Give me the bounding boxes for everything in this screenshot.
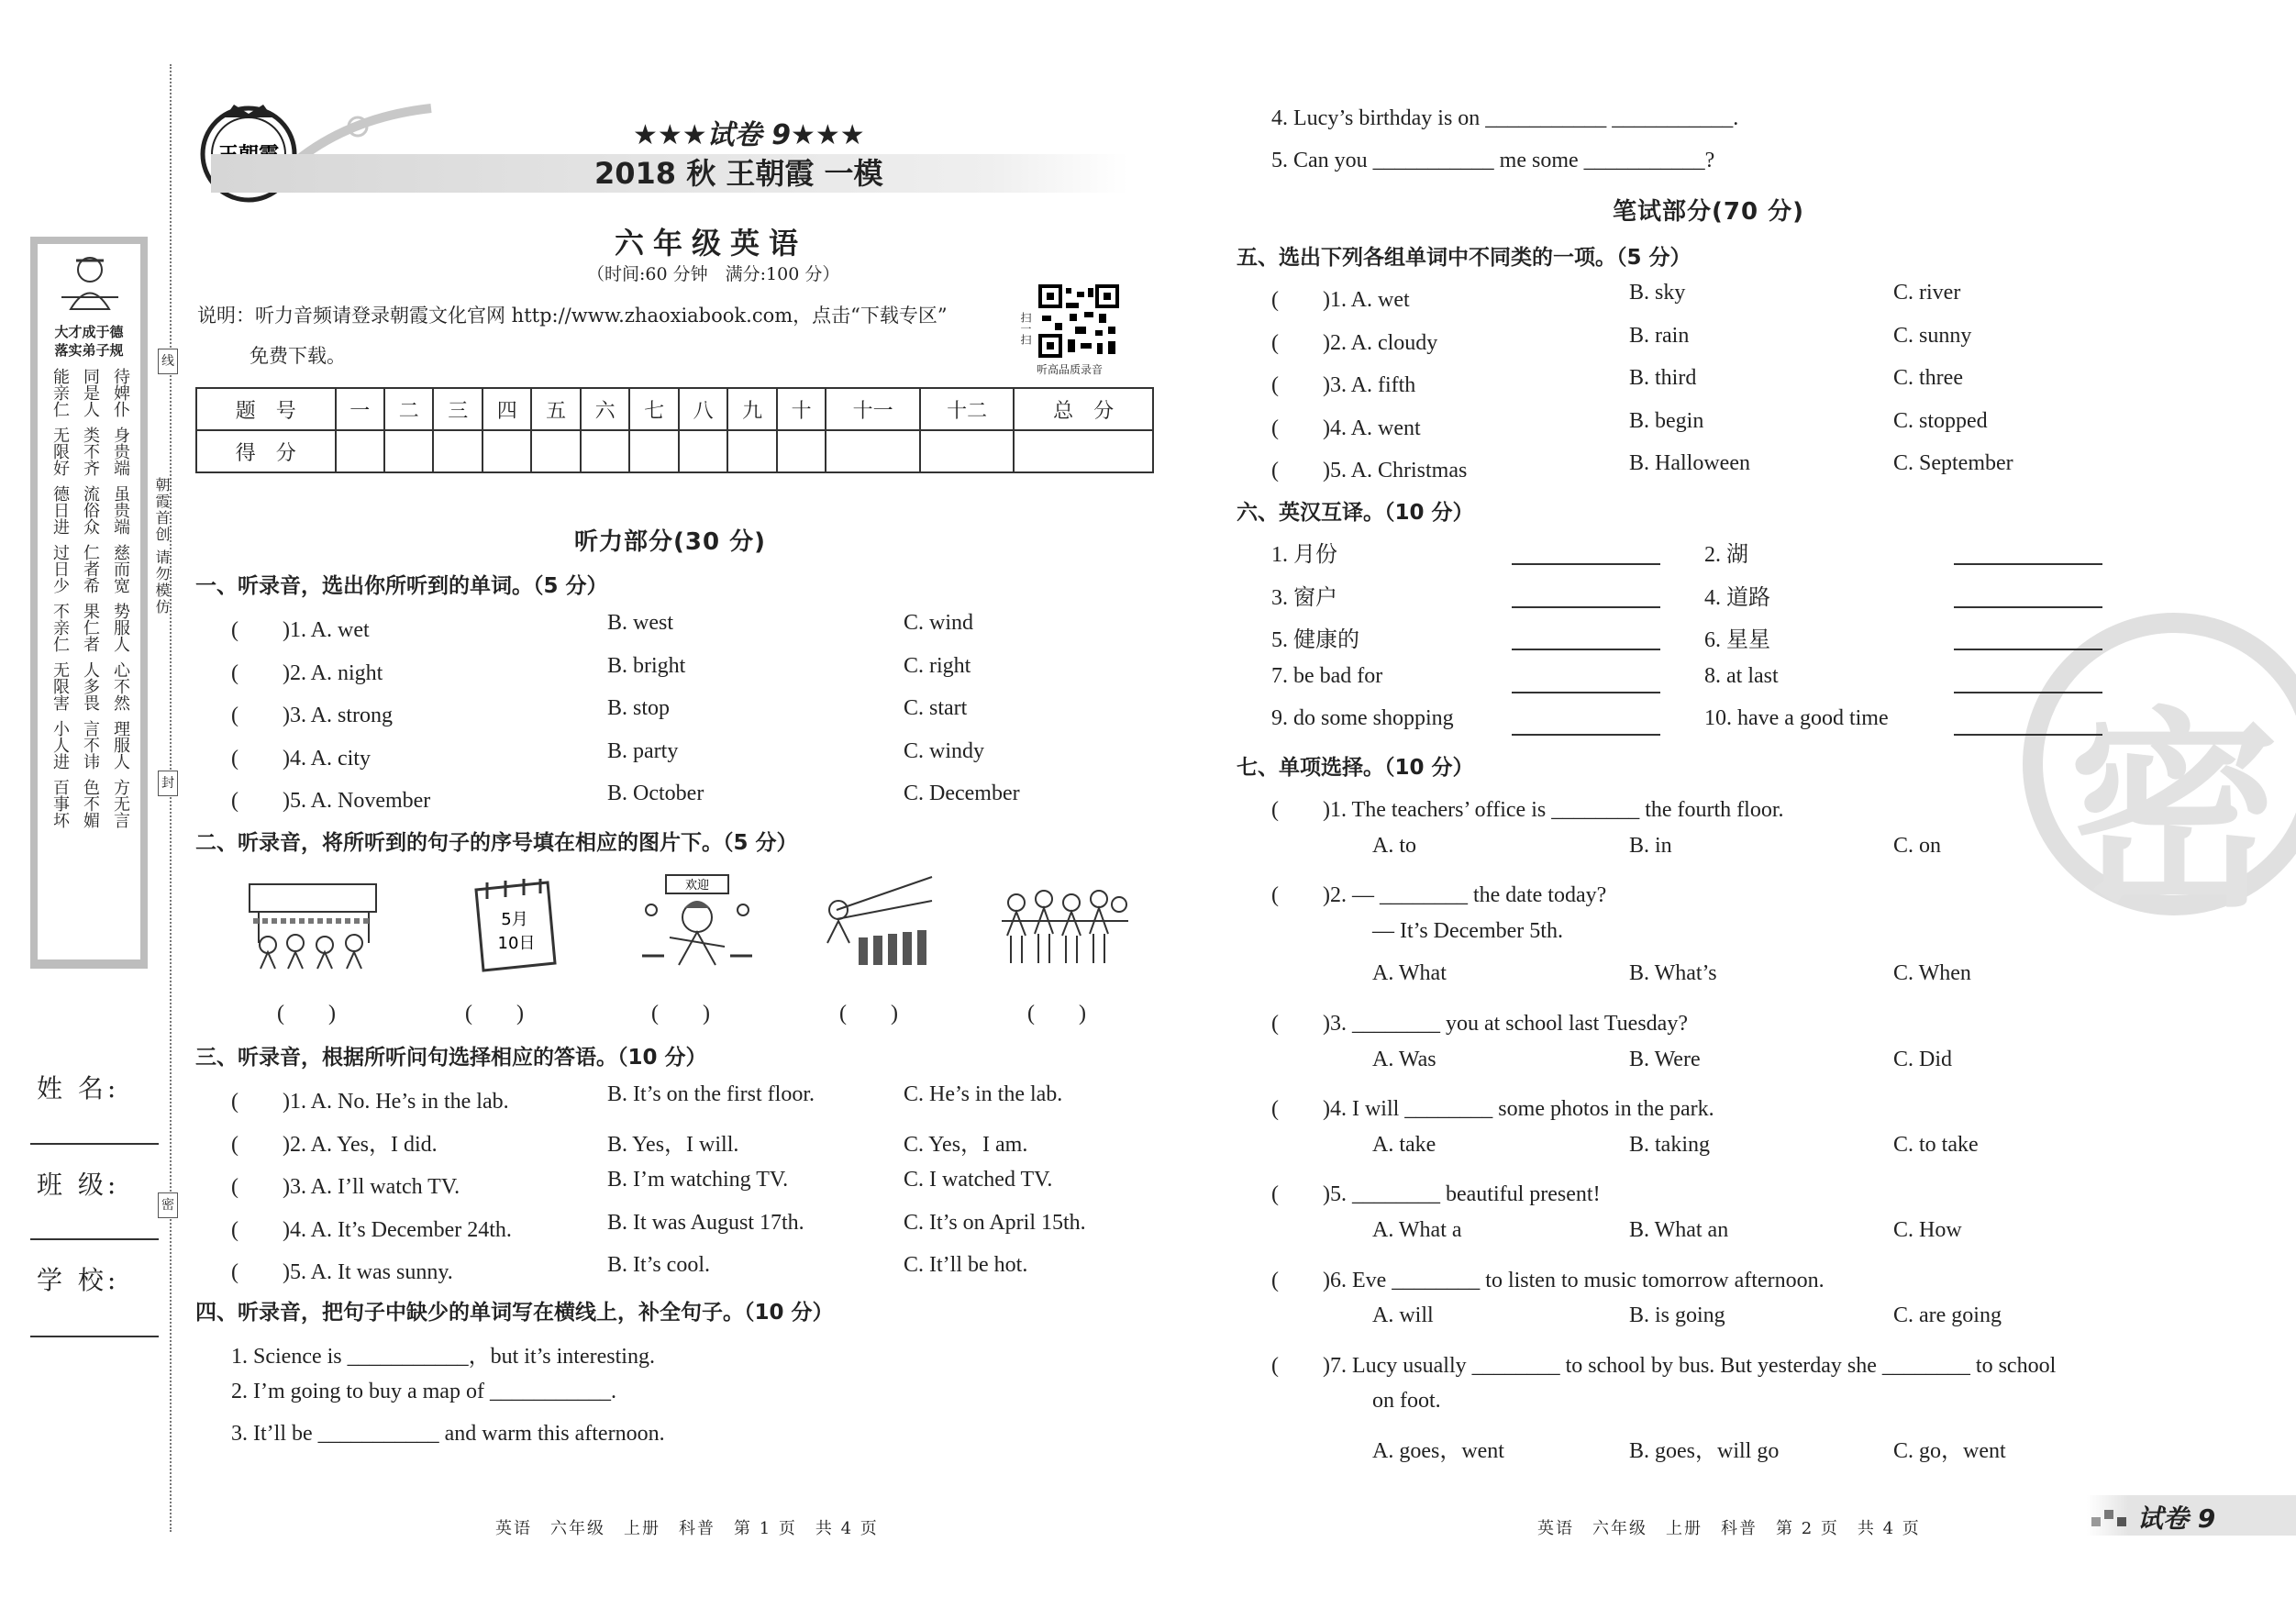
option-item[interactable]: C. He’s in the lab.	[904, 1082, 1063, 1106]
section-5-title: 五、选出下列各组单词中不同类的一项。（5 分）	[1237, 246, 1691, 270]
score-input-cell[interactable]	[679, 430, 727, 472]
option-item[interactable]: C. stopped	[1893, 408, 1988, 433]
question-item[interactable]: ( )1. A. wet	[1271, 288, 1410, 312]
option-item[interactable]: C. December	[904, 782, 1020, 806]
translate-prompt: 2. 湖	[1704, 543, 1748, 567]
margin-verses	[47, 368, 131, 837]
choice-question[interactable]: ( )2. — ________ the date today?	[1271, 883, 1607, 908]
score-header-cell: 十	[777, 388, 826, 430]
score-value-row	[196, 430, 1153, 472]
banner-text: 欢迎	[684, 879, 710, 893]
school-label: 学 校:	[37, 1265, 120, 1295]
score-table	[195, 387, 1154, 473]
verse-column: 百事坏	[50, 779, 70, 828]
picture-answer-bracket[interactable]: ( )	[465, 1002, 524, 1026]
seal-box-line: 线	[158, 349, 178, 374]
score-input-cell[interactable]	[1014, 430, 1153, 472]
question-item[interactable]: ( )1. A. wet	[231, 618, 370, 642]
option-item[interactable]: C. It’ll be hot.	[904, 1253, 1028, 1278]
option-item[interactable]: B. bright	[607, 653, 686, 678]
question-item[interactable]: ( )5. A. November	[231, 789, 431, 814]
translate-answer-line[interactable]	[1512, 649, 1660, 650]
score-header-cell: 总 分	[1014, 388, 1153, 430]
choice-option[interactable]: A. take	[1372, 1132, 1436, 1157]
picture-classroom-report	[818, 873, 937, 974]
verse-column: 不亲仁	[50, 603, 70, 652]
verse-column: 小人进	[50, 720, 70, 770]
score-input-cell[interactable]	[777, 430, 826, 472]
picture-children-playing	[998, 881, 1132, 974]
choice-option[interactable]: A. to	[1372, 833, 1416, 858]
verse-group	[47, 544, 131, 593]
margin-motto-panel	[30, 237, 148, 969]
translate-answer-line[interactable]	[1512, 692, 1660, 693]
option-item[interactable]: B. It was August 17th.	[607, 1210, 804, 1235]
choice-question-cont: — It’s December 5th.	[1372, 918, 1563, 943]
picture-answer-bracket[interactable]: ( )	[1027, 1002, 1086, 1026]
picture-calendar	[463, 879, 562, 972]
verse-column: 德日进	[50, 485, 70, 535]
option-item[interactable]: B. October	[607, 782, 704, 806]
choice-option[interactable]: A. What	[1372, 961, 1447, 986]
verse-column: 类不齐	[81, 427, 100, 476]
verse-group	[47, 427, 131, 476]
score-header-cell: 三	[433, 388, 482, 430]
question-item[interactable]: ( )4. A. city	[231, 746, 371, 771]
verse-column: 过日少	[50, 544, 70, 593]
score-header-cell: 五	[531, 388, 580, 430]
written-title: 笔试部分(70 分)	[1613, 198, 1804, 226]
score-header-cell: 十一	[826, 388, 920, 430]
section-3-title: 三、听录音，根据所听问句选择相应的答语。（10 分）	[195, 1046, 707, 1070]
verse-column: 仁者希	[81, 544, 100, 593]
choice-option[interactable]: B. in	[1629, 833, 1672, 858]
translate-answer-line[interactable]	[1954, 734, 2102, 736]
badge-squares-icon	[2091, 1504, 2137, 1532]
choice-option[interactable]: A. will	[1372, 1303, 1434, 1328]
translate-answer-line[interactable]	[1954, 563, 2102, 565]
fill-in-sentence[interactable]: 4. Lucy’s birthday is on ___________ ___________.	[1271, 106, 1739, 130]
verse-group	[47, 720, 131, 770]
score-input-cell[interactable]	[482, 430, 531, 472]
score-input-cell[interactable]	[433, 430, 482, 472]
qr-scan-hint: 扫一扫	[1019, 312, 1032, 345]
choice-option[interactable]: B. What’s	[1629, 961, 1717, 986]
score-input-cell[interactable]	[384, 430, 433, 472]
translate-prompt: 8. at last	[1704, 663, 1779, 688]
section-7-title: 七、单项选择。（10 分）	[1237, 756, 1474, 780]
option-item[interactable]: C. wind	[904, 611, 974, 635]
footer-page-2: 英语 六年级 上册 科普 第 2 页 共 4 页	[1537, 1519, 1921, 1538]
verse-column: 无限好	[50, 427, 70, 476]
choice-question[interactable]: ( )6. Eve ________ to listen to music tomorrow afternoon.	[1271, 1268, 1825, 1292]
translate-prompt: 9. do some shopping	[1271, 706, 1454, 731]
verse-column: 能亲仁	[50, 368, 70, 417]
translate-answer-line[interactable]	[1512, 734, 1660, 736]
fill-in-sentence[interactable]: 5. Can you ___________ me some ___________?	[1271, 149, 1715, 172]
picture-answer-bracket[interactable]: ( )	[651, 1002, 710, 1026]
score-header-cell: 十二	[920, 388, 1015, 430]
motto-line-2: 落实弟子规	[54, 342, 124, 359]
question-item[interactable]: ( )5. A. It was sunny.	[231, 1260, 453, 1285]
option-item[interactable]: C. three	[1893, 366, 1963, 391]
verse-column: 果仁者	[81, 603, 100, 652]
question-item[interactable]: ( )5. A. Christmas	[1271, 459, 1468, 483]
score-header-cell: 七	[629, 388, 678, 430]
qr-code-icon[interactable]	[1038, 284, 1119, 358]
verse-column: 言不讳	[81, 720, 100, 770]
verse-group	[47, 661, 131, 711]
option-item[interactable]: C. right	[904, 653, 971, 678]
score-header-cell: 二	[384, 388, 433, 430]
question-item[interactable]: ( )3. A. strong	[231, 704, 393, 728]
choice-option[interactable]: B. goes，will go	[1629, 1439, 1780, 1463]
choice-option[interactable]: C. How	[1893, 1218, 1962, 1242]
choice-option[interactable]: B. taking	[1629, 1132, 1710, 1157]
subject-title: 六年级英语	[615, 226, 808, 261]
section-6-title: 六、英汉互译。（10 分）	[1237, 501, 1474, 525]
translate-prompt: 6. 星星	[1704, 628, 1770, 653]
choice-question[interactable]: ( )5. ________ beautiful present!	[1271, 1182, 1601, 1207]
picture-sports-meeting	[240, 879, 385, 972]
class-field[interactable]	[30, 1238, 159, 1240]
score-header-cell: 八	[679, 388, 727, 430]
verse-column: 心不然	[111, 661, 130, 711]
choice-question[interactable]: ( )3. ________ you at school last Tuesday?	[1271, 1012, 1688, 1036]
verse-column: 无限害	[50, 661, 70, 711]
choice-question[interactable]: ( )7. Lucy usually ________ to school by bus. But yesterday she ________ to school	[1271, 1353, 2057, 1378]
calendar-day: 10日	[497, 934, 536, 953]
choice-option[interactable]: C. When	[1893, 961, 1971, 986]
translate-prompt: 10. have a good time	[1704, 706, 1889, 731]
question-item[interactable]: ( )4. A. It’s December 24th.	[231, 1217, 512, 1242]
cut-line	[170, 64, 172, 1532]
verse-column: 色不媚	[81, 779, 100, 828]
section-2-title: 二、听录音，将所听到的句子的序号填在相应的图片下。（5 分）	[195, 831, 798, 855]
verse-group	[47, 368, 131, 417]
audio-note-cont: 免费下载。	[250, 345, 346, 367]
option-item[interactable]: B. party	[607, 738, 679, 763]
verse-column: 身贵端	[111, 427, 130, 476]
question-item[interactable]: ( )3. A. fifth	[1271, 373, 1416, 398]
score-input-cell[interactable]	[336, 430, 384, 472]
question-item[interactable]: ( )2. A. Yes，I did.	[231, 1132, 438, 1157]
audio-note: 说明：听力音频请登录朝霞文化官网 http://www.zhaoxiabook.com，点击“下载专区”	[197, 305, 948, 327]
verse-group	[47, 485, 131, 535]
choice-option[interactable]: A. goes，went	[1372, 1439, 1504, 1463]
verse-column: 势服人	[111, 603, 130, 652]
picture-answer-bracket[interactable]: ( )	[277, 1002, 336, 1026]
score-header-cell: 九	[727, 388, 776, 430]
badge-paper-number: 试卷 9	[2137, 1503, 2216, 1534]
option-item[interactable]: B. third	[1629, 366, 1697, 391]
verse-column: 同是人	[81, 368, 100, 417]
verse-column: 虽贵端	[111, 485, 130, 535]
question-item[interactable]: ( )3. A. I’ll watch TV.	[231, 1175, 460, 1200]
verse-column: 人多畏	[81, 661, 100, 711]
score-input-cell[interactable]	[581, 430, 629, 472]
option-item[interactable]: B. Halloween	[1629, 451, 1750, 476]
name-label: 姓 名:	[37, 1073, 120, 1103]
option-item[interactable]: C. Yes，I am.	[904, 1132, 1028, 1157]
fill-in-sentence[interactable]: 2. I’m going to buy a map of ___________.	[231, 1380, 616, 1403]
verse-column: 理服人	[111, 720, 130, 770]
option-item[interactable]: B. rain	[1629, 323, 1690, 348]
choice-question[interactable]: ( )4. I will ________ some photos in the park.	[1271, 1097, 1714, 1122]
option-item[interactable]: B. It’s on the first floor.	[607, 1082, 815, 1106]
score-header-cell: 四	[482, 388, 531, 430]
option-item[interactable]: B. sky	[1629, 281, 1686, 305]
option-item[interactable]: B. Yes，I will.	[607, 1132, 739, 1157]
section-4-title: 四、听录音，把句子中缺少的单词写在横线上，补全句子。（10 分）	[195, 1301, 834, 1325]
choice-option[interactable]: A. What a	[1372, 1218, 1462, 1242]
translate-answer-line[interactable]	[1512, 606, 1660, 608]
qr-label: 听高品质录音	[1037, 363, 1104, 376]
option-item[interactable]: B. I’m watching TV.	[607, 1168, 789, 1192]
choice-option[interactable]: C. to take	[1893, 1132, 1979, 1157]
translate-prompt: 5. 健康的	[1271, 628, 1359, 653]
paper-number: ★★★试卷 9★★★	[633, 119, 865, 151]
score-header-cell: 题 号	[196, 388, 336, 430]
option-item[interactable]: C. start	[904, 696, 968, 721]
choice-option[interactable]: C. on	[1893, 833, 1942, 858]
score-row-label: 得 分	[196, 430, 336, 472]
motto-line-1: 大才成于德	[54, 324, 124, 340]
option-item[interactable]: B. west	[607, 611, 673, 635]
option-item[interactable]: B. It’s cool.	[607, 1253, 710, 1278]
option-item[interactable]: C. river	[1893, 281, 1961, 305]
seal-box-secret: 密	[158, 1192, 178, 1218]
option-item[interactable]: B. begin	[1629, 408, 1704, 433]
time-and-score: （时间:60 分钟 满分:100 分）	[587, 264, 840, 284]
score-input-cell[interactable]	[629, 430, 678, 472]
choice-question-cont: on foot.	[1372, 1389, 1441, 1414]
school-field[interactable]	[30, 1336, 159, 1337]
picture-answer-bracket[interactable]: ( )	[839, 1002, 898, 1026]
listening-title: 听力部分(30 分)	[574, 528, 766, 556]
question-item[interactable]: ( )1. A. No. He’s in the lab.	[231, 1090, 509, 1114]
option-item[interactable]: C. September	[1893, 451, 2013, 476]
option-item[interactable]: C. sunny	[1893, 323, 1972, 348]
choice-option[interactable]: C. are going	[1893, 1303, 2002, 1328]
fill-in-sentence[interactable]: 1. Science is ___________，but it’s interesting.	[231, 1345, 655, 1369]
verse-column: 待婢仆	[111, 368, 130, 417]
verse-column: 方无言	[111, 779, 130, 828]
calendar-month: 5月	[501, 910, 528, 929]
translate-answer-line[interactable]	[1954, 649, 2102, 650]
score-header-row	[196, 388, 1153, 430]
choice-question[interactable]: ( )1. The teachers’ office is ________ the fourth floor.	[1271, 798, 1784, 822]
choice-option[interactable]: B. What an	[1629, 1218, 1729, 1242]
translate-answer-line[interactable]	[1954, 606, 2102, 608]
score-input-cell[interactable]	[826, 430, 920, 472]
translate-prompt: 3. 窗户	[1271, 585, 1337, 610]
choice-option[interactable]: C. go，went	[1893, 1439, 2006, 1463]
translate-prompt: 7. be bad for	[1271, 663, 1383, 688]
question-item[interactable]: ( )2. A. cloudy	[1271, 330, 1438, 355]
margin-motto	[38, 323, 140, 360]
verse-column: 流俗众	[81, 485, 100, 535]
score-header-cell: 一	[336, 388, 384, 430]
score-input-cell[interactable]	[727, 430, 776, 472]
question-item[interactable]: ( )2. A. night	[231, 660, 383, 685]
scholar-illustration	[58, 250, 122, 314]
score-input-cell[interactable]	[531, 430, 580, 472]
translate-prompt: 4. 道路	[1704, 585, 1770, 610]
translate-answer-line[interactable]	[1954, 692, 2102, 693]
footer-page-1: 英语 六年级 上册 科普 第 1 页 共 4 页	[495, 1519, 879, 1538]
score-input-cell[interactable]	[920, 430, 1015, 472]
fill-in-sentence[interactable]: 3. It’ll be ___________ and warm this afternoon.	[231, 1422, 665, 1446]
verse-group	[47, 779, 131, 828]
name-field[interactable]	[30, 1143, 159, 1145]
choice-option[interactable]: A. Was	[1372, 1047, 1436, 1071]
exam-title: 2018 秋 王朝霞 一模	[594, 156, 883, 191]
option-item[interactable]: C. I watched TV.	[904, 1168, 1053, 1192]
verse-column: 慈而宽	[111, 544, 130, 593]
seal-box-seal: 封	[158, 771, 178, 796]
translate-prompt: 1. 月份	[1271, 543, 1337, 567]
question-item[interactable]: ( )4. A. went	[1271, 416, 1421, 440]
score-header-cell: 六	[581, 388, 629, 430]
choice-option[interactable]: C. Did	[1893, 1047, 1953, 1071]
option-item[interactable]: C. It’s on April 15th.	[904, 1210, 1086, 1235]
picture-welcome-party	[633, 873, 761, 974]
option-item[interactable]: B. stop	[607, 696, 671, 721]
class-label: 班 级:	[37, 1170, 120, 1200]
verse-group	[47, 603, 131, 652]
confidential-seal-char: 密	[2069, 691, 2280, 936]
choice-option[interactable]: B. Were	[1629, 1047, 1701, 1071]
margin-motto-inner	[38, 244, 140, 959]
choice-option[interactable]: B. is going	[1629, 1303, 1725, 1328]
section-1-title: 一、听录音，选出你所听到的单词。（5 分）	[195, 574, 608, 598]
translate-answer-line[interactable]	[1512, 563, 1660, 565]
margin-side-note: 朝霞首创 请勿模仿	[153, 477, 171, 616]
option-item[interactable]: C. windy	[904, 738, 985, 763]
